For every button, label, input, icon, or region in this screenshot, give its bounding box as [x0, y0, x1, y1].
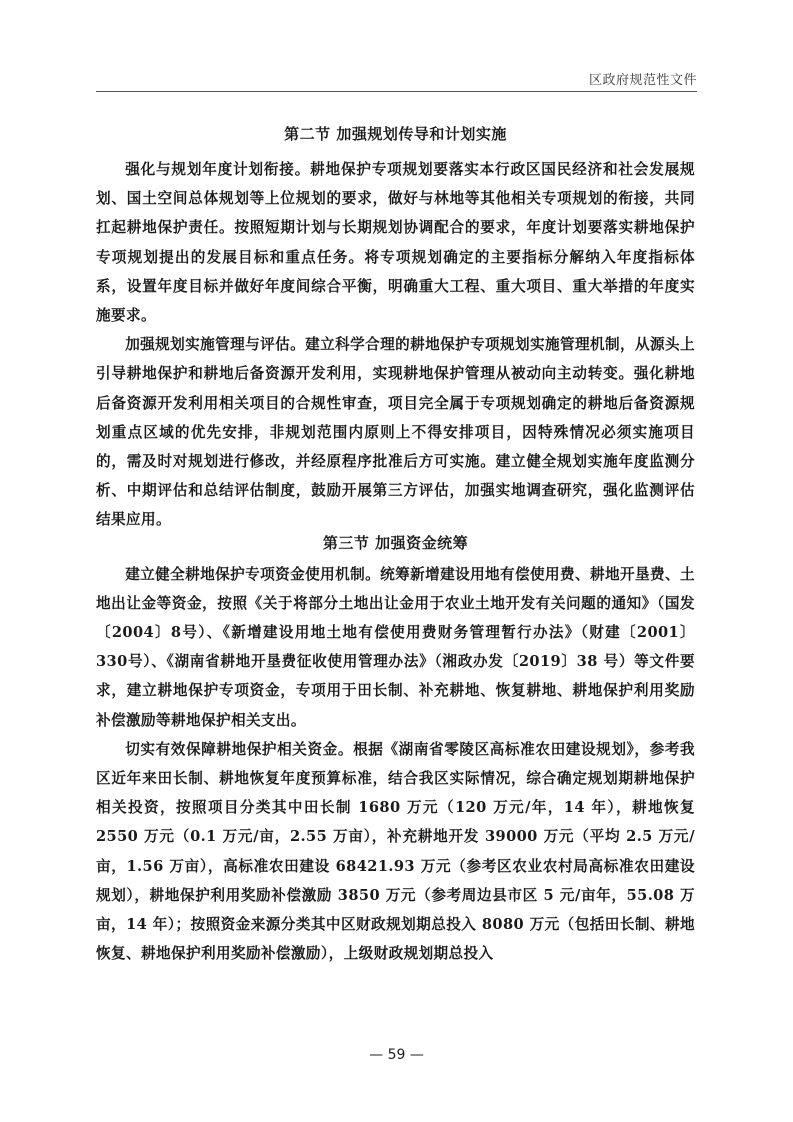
header-rule: [96, 91, 697, 92]
paragraph: 加强规划实施管理与评估。建立科学合理的耕地保护专项规划实施管理机制，从源头上引导耕地保护和耕地后备资源开发利用，实现耕地保护管理从被动向主动转变。强化耕地后备资源开发利用相关项目的合规性审查，项目完全属于专项规划确定的耕地后备资源规划重点区域的优先安排，非规划范围内原则上不得安排项目，因特殊情况必须实施项目的，需及时对规划进行修改，并经原程序批准后方可实施。建立健全规划实施年度监测分析、中期评估和总结评估制度，鼓励开展第三方评估，加强实地调查研究，强化监测评估结果应用。: [96, 336, 695, 529]
page-number: — 59 —: [369, 1047, 424, 1063]
paragraph: 强化与规划年度计划衔接。耕地保护专项规划要落实本行政区国民经济和社会发展规划、国土空间总体规划等上位规划的要求，做好与林地等其他相关专项规划的衔接，共同扛起耕地保护责任。按照短期计划与长期规划协调配合的要求，年度计划要落实耕地保护专项规划提出的发展目标和重点任务。将专项规划确定的主要指标分解纳入年度指标体系，设置年度目标并做好年度间综合平衡，明确重大工程、重大项目、重大举措的年度实施要求。: [96, 161, 695, 325]
paragraph: 切实有效保障耕地保护相关资金。根据《湖南省零陵区高标准农田建设规划》，参考我区近年来田长制、耕地恢复年度预算标准，结合我区实际情况，综合确定规划期耕地保护相关投资，按照项目分类其中田长制 1680 万元（120 万元/年，14 年），耕地恢复 2550 万元（0.1 万元/亩，2.55 万亩），补充耕地开发 39000 万元（平均 2.5 万元/亩，1.56 万亩），高标准农田建设 68421.93 万元（参考区农业农村局高标准农田建设规划），耕地保护利用奖励补偿激励 3850 万元（参考周边县市区 5 元/亩年，55.08 万亩，14 年）；按照资金来源分类其中区财政规划期总投入 8080 万元（包括田长制、耕地恢复、耕地保护利用奖励补偿激励），上级财政规划期总投入: [96, 740, 695, 963]
paragraph: 建立健全耕地保护专项资金使用机制。统筹新增建设用地有偿使用费、耕地开垦费、土地出让金等资金，按照《关于将部分土地出让金用于农业土地开发有关问题的通知》（国发〔2004〕8号）、《新增建设用地土地有偿使用费财务管理暂行办法》（财建〔2001〕330号）、《湖南省耕地开垦费征收使用管理办法》（湘政办发〔2019〕38 号）等文件要求，建立耕地保护专项资金，专项用于田长制、补充耕地、恢复耕地、耕地保护利用奖励补偿激励等耕地保护相关支出。: [96, 565, 695, 729]
section-heading-2: 第二节 加强规划传导和计划实施: [284, 125, 507, 143]
section-heading-3: 第三节 加强资金统筹: [322, 533, 469, 552]
header-doc-type: 区政府规范性文件: [588, 73, 697, 88]
document-body: [96, 114, 695, 968]
